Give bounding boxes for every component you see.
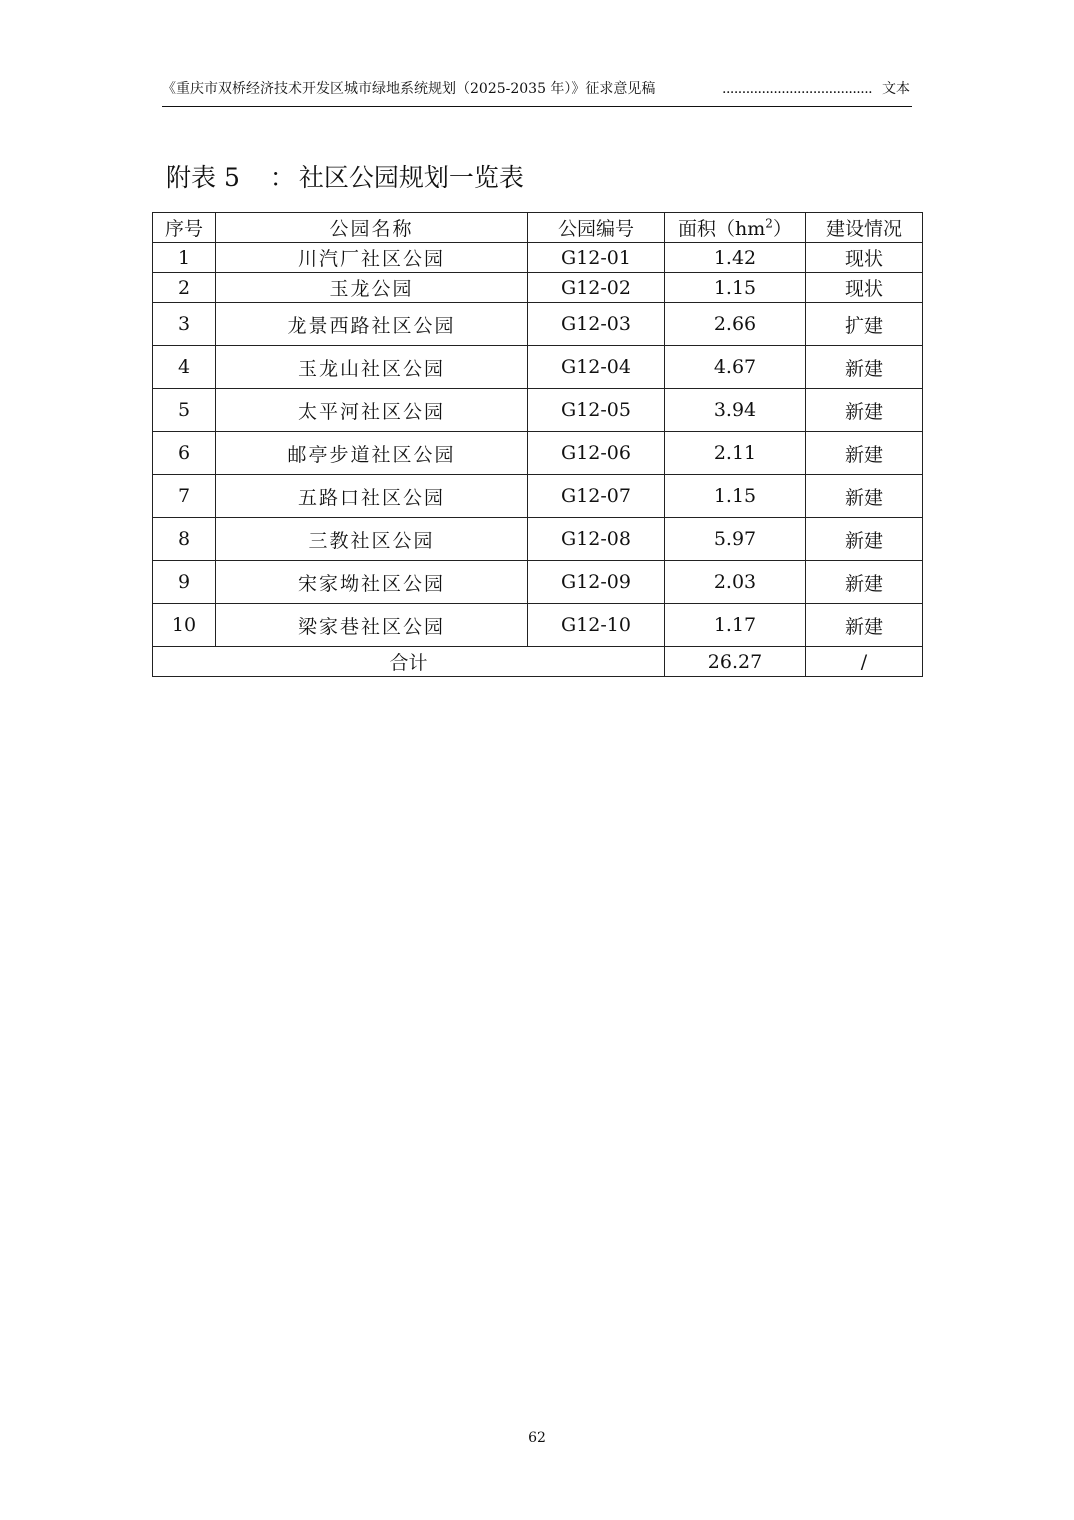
cell-seq: 7 xyxy=(153,475,216,518)
page-header xyxy=(162,76,912,104)
cell-seq: 4 xyxy=(153,346,216,389)
cell-park-name: 梁家巷社区公园 xyxy=(216,604,528,647)
cell-seq: 8 xyxy=(153,518,216,561)
cell-status: 现状 xyxy=(806,273,923,303)
cell-park-code: G12-04 xyxy=(528,346,665,389)
total-status: / xyxy=(806,647,923,677)
cell-status: 新建 xyxy=(806,389,923,432)
cell-area: 4.67 xyxy=(665,346,806,389)
cell-park-code: G12-07 xyxy=(528,475,665,518)
cell-park-name: 宋家坳社区公园 xyxy=(216,561,528,604)
cell-seq: 6 xyxy=(153,432,216,475)
cell-park-code: G12-01 xyxy=(528,243,665,273)
header-section-label: 文本 xyxy=(882,81,910,97)
header-status: 建设情况 xyxy=(806,213,923,243)
table-title xyxy=(166,158,524,198)
cell-status: 现状 xyxy=(806,243,923,273)
cell-seq: 5 xyxy=(153,389,216,432)
table-row xyxy=(153,346,923,389)
cell-status: 新建 xyxy=(806,518,923,561)
cell-area: 2.11 xyxy=(665,432,806,475)
table-row xyxy=(153,475,923,518)
cell-park-code: G12-10 xyxy=(528,604,665,647)
cell-seq: 9 xyxy=(153,561,216,604)
page-number: 62 xyxy=(528,1430,546,1446)
cell-status: 扩建 xyxy=(806,303,923,346)
table-row xyxy=(153,389,923,432)
cell-seq: 10 xyxy=(153,604,216,647)
header-leader-dots: ...................................... xyxy=(722,81,873,97)
header-area-suffix: ） xyxy=(772,218,792,240)
cell-seq: 1 xyxy=(153,243,216,273)
cell-area: 3.94 xyxy=(665,389,806,432)
cell-status: 新建 xyxy=(806,561,923,604)
cell-area: 5.97 xyxy=(665,518,806,561)
header-park-name: 公园名称 xyxy=(216,213,528,243)
cell-park-code: G12-02 xyxy=(528,273,665,303)
table-row xyxy=(153,303,923,346)
cell-area: 1.42 xyxy=(665,243,806,273)
cell-park-name: 玉龙公园 xyxy=(216,273,528,303)
table-header-row xyxy=(153,213,923,243)
community-parks-table xyxy=(152,212,923,677)
table-title-text: 社区公园规划一览表 xyxy=(298,163,524,192)
cell-park-name: 邮亭步道社区公园 xyxy=(216,432,528,475)
cell-area: 1.17 xyxy=(665,604,806,647)
table-total-row xyxy=(153,647,923,677)
cell-park-name: 三教社区公园 xyxy=(216,518,528,561)
header-document-title: 《重庆市双桥经济技术开发区城市绿地系统规划（2025-2035 年）》征求意见稿 xyxy=(162,81,656,97)
total-area: 26.27 xyxy=(665,647,806,677)
table-row xyxy=(153,518,923,561)
table-title-colon: ： xyxy=(269,163,295,192)
header-rule xyxy=(162,106,912,107)
cell-park-code: G12-06 xyxy=(528,432,665,475)
header-area xyxy=(665,213,806,243)
cell-park-code: G12-03 xyxy=(528,303,665,346)
header-park-code: 公园编号 xyxy=(528,213,665,243)
cell-status: 新建 xyxy=(806,432,923,475)
cell-park-name: 太平河社区公园 xyxy=(216,389,528,432)
cell-seq: 3 xyxy=(153,303,216,346)
table-row xyxy=(153,273,923,303)
cell-area: 1.15 xyxy=(665,273,806,303)
cell-area: 2.66 xyxy=(665,303,806,346)
cell-status: 新建 xyxy=(806,475,923,518)
cell-seq: 2 xyxy=(153,273,216,303)
cell-park-code: G12-08 xyxy=(528,518,665,561)
table-title-prefix: 附表 5 xyxy=(166,163,240,192)
cell-park-code: G12-05 xyxy=(528,389,665,432)
cell-area: 2.03 xyxy=(665,561,806,604)
cell-status: 新建 xyxy=(806,604,923,647)
total-label: 合计 xyxy=(153,647,665,677)
header-area-sup: 2 xyxy=(765,216,773,231)
cell-status: 新建 xyxy=(806,346,923,389)
table-row xyxy=(153,432,923,475)
header-area-prefix: 面积（hm xyxy=(678,218,766,240)
table-row xyxy=(153,604,923,647)
cell-park-code: G12-09 xyxy=(528,561,665,604)
table-row xyxy=(153,561,923,604)
cell-park-name: 五路口社区公园 xyxy=(216,475,528,518)
cell-park-name: 川汽厂社区公园 xyxy=(216,243,528,273)
cell-area: 1.15 xyxy=(665,475,806,518)
cell-park-name: 龙景西路社区公园 xyxy=(216,303,528,346)
cell-park-name: 玉龙山社区公园 xyxy=(216,346,528,389)
table-row xyxy=(153,243,923,273)
header-seq: 序号 xyxy=(153,213,216,243)
